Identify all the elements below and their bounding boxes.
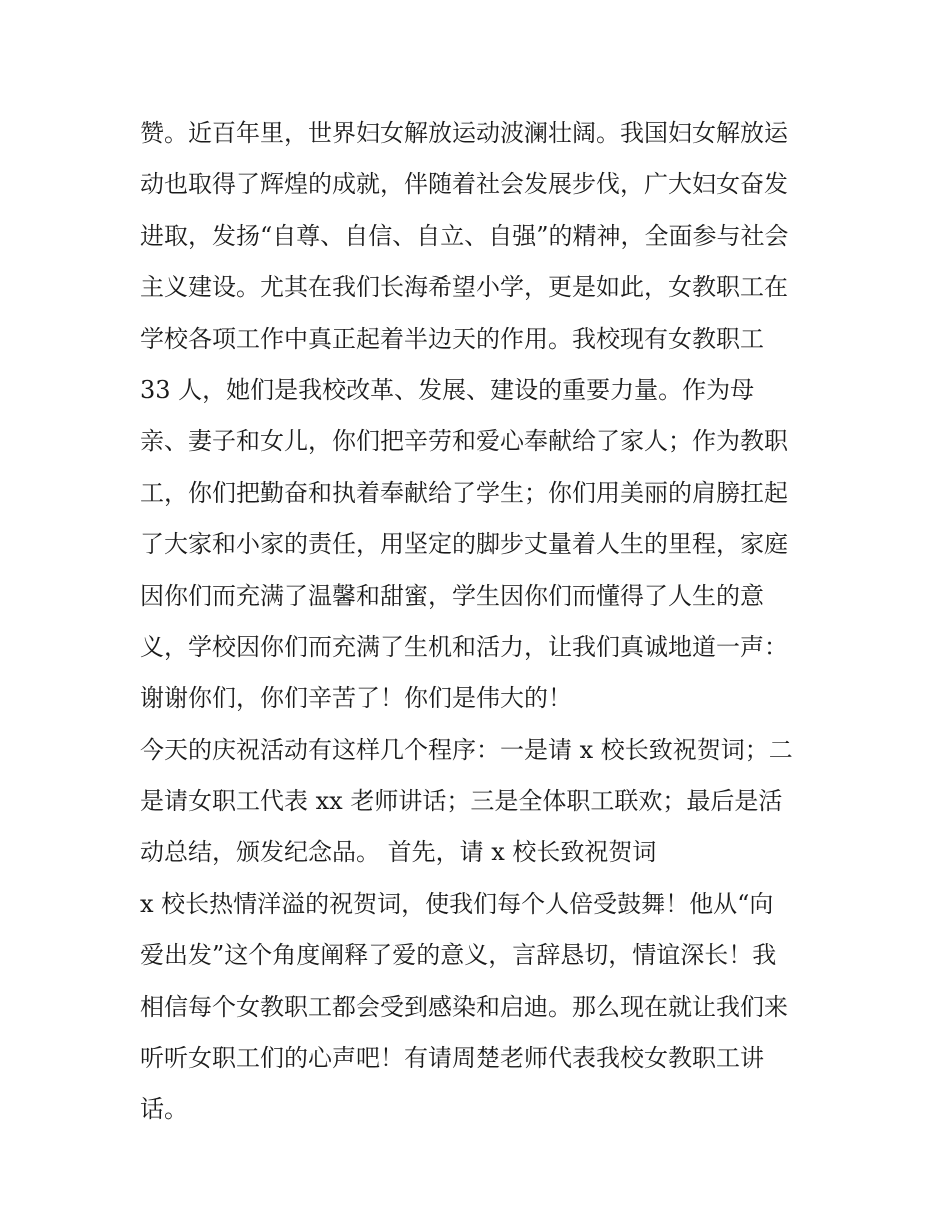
- text-line: 听听女职工们的心声吧！有请周楚老师代表我校女教职工讲: [140, 1044, 764, 1073]
- text-line: 爱出发”这个角度阐释了爱的意义，言辞恳切，情谊深长！我: [140, 941, 777, 970]
- text-line: 主义建设。尤其在我们长海希望小学，更是如此，女教职工在: [140, 273, 788, 302]
- text-line: 工，你们把勤奋和执着奉献给了学生；你们用美丽的肩膀扛起: [140, 478, 788, 507]
- text-line: 动也取得了辉煌的成就，伴随着社会发展步伐，广大妇女奋发: [140, 170, 788, 199]
- text-line: 进取，发扬“自尊、自信、自立、自强”的精神，全面参与社会: [140, 221, 789, 250]
- text-line: 33 人，她们是我校改革、发展、建设的重要力量。作为母: [140, 375, 755, 404]
- text-line: 亲、妻子和女儿，你们把辛劳和爱心奉献给了家人；作为教职: [140, 427, 788, 456]
- text-line: x 校长热情洋溢的祝贺词，使我们每个人倍受鼓舞！他从“向: [140, 889, 774, 918]
- text-line: 赞。近百年里，世界妇女解放运动波澜壮阔。我国妇女解放运: [140, 119, 788, 147]
- body-text: [140, 108, 820, 1136]
- text-line: 义，学校因你们而充满了生机和活力，让我们真诚地道一声：: [140, 632, 788, 661]
- text-line: 是请女职工代表 xx 老师讲话；三是全体职工联欢；最后是活: [140, 787, 783, 816]
- text-line: 了大家和小家的责任，用坚定的脚步丈量着人生的里程，家庭: [140, 530, 788, 559]
- text-line: 因你们而充满了温馨和甜蜜，学生因你们而懂得了人生的意: [140, 581, 764, 610]
- text-line: 相信每个女教职工都会受到感染和启迪。那么现在就让我们来: [140, 992, 788, 1021]
- text-line: 话。: [140, 1095, 188, 1124]
- text-line: 谢谢你们，你们辛苦了！你们是伟大的！: [140, 684, 572, 713]
- text-line: 学校各项工作中真正起着半边天的作用。我校现有女教职工: [140, 324, 764, 353]
- text-line: 动总结，颁发纪念品。 首先，请 x 校长致祝贺词: [140, 838, 657, 867]
- text-line: 今天的庆祝活动有这样几个程序：一是请 x 校长致祝贺词；二: [140, 735, 793, 764]
